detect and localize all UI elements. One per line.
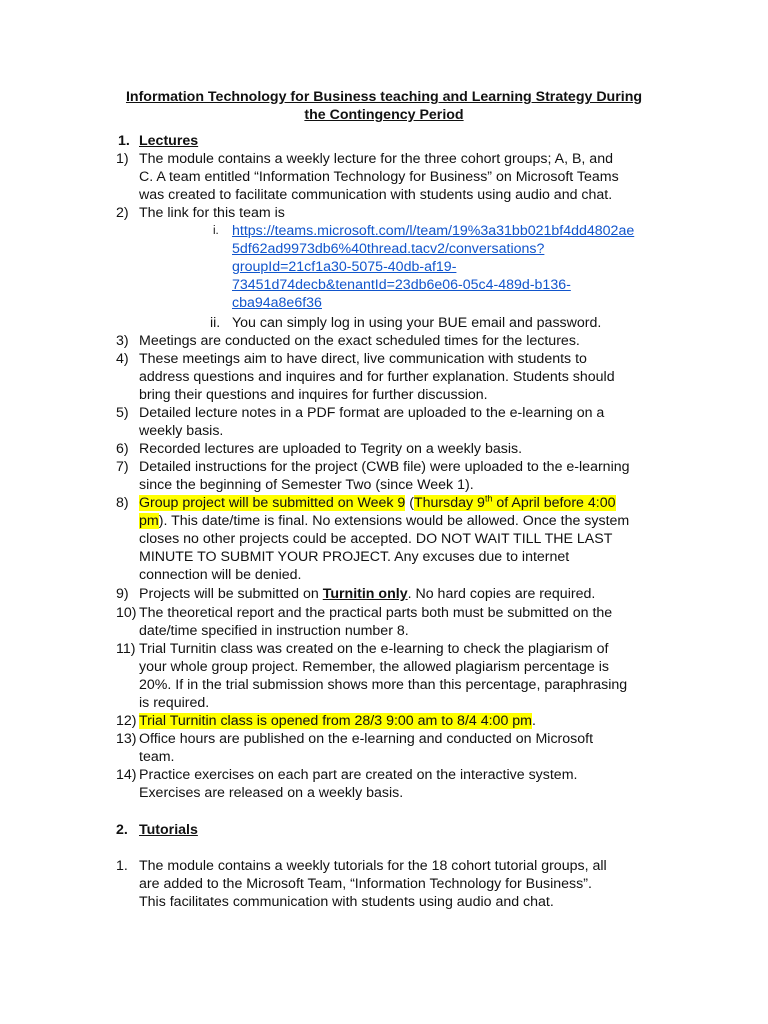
teams-link-line-3[interactable]: groupId=21cf1a30-5075-40db-af19-	[232, 259, 457, 275]
section-number: 2.	[116, 822, 128, 838]
document-title	[80, 88, 688, 124]
teams-link-line-1[interactable]: https://teams.microsoft.com/l/team/19%3a31bb021bf4dd4802ae	[232, 223, 635, 239]
list-text: Recorded lectures are uploaded to Tegrity on a weekly basis.	[139, 441, 523, 457]
list-text: was created to facilitate communication with students using audio and chat.	[139, 187, 613, 203]
title-line-2: the Contingency Period	[304, 107, 464, 123]
list-text: Detailed instructions for the project (CWB file) were uploaded to the e-learning	[139, 459, 630, 475]
highlight-deadline-week: Group project will be submitted on Week 9	[139, 495, 406, 511]
list-text: Meetings are conducted on the exact scheduled times for the lectures.	[139, 333, 580, 349]
list-number: 1)	[116, 151, 129, 167]
list-text: date/time specified in instruction number 8.	[139, 623, 409, 639]
list-text: MINUTE TO SUBMIT YOUR PROJECT. Any excuses due to internet	[139, 549, 570, 565]
list-text: bring their questions and inquires for further discussion.	[139, 387, 488, 403]
title-line-1: Information Technology for Business teaching and Learning Strategy During	[125, 89, 643, 105]
teams-link-line-4[interactable]: 73451d74decb&tenantId=23db6e06-05c4-489d-b136-	[232, 277, 571, 293]
list-text: Detailed lecture notes in a PDF format are uploaded to the e-learning on a	[139, 405, 605, 421]
list-text: You can simply log in using your BUE email and password.	[232, 315, 602, 331]
list-number: 13)	[116, 731, 137, 747]
section-title: Tutorials	[139, 822, 198, 838]
list-number: 6)	[116, 441, 129, 457]
list-text: is required.	[139, 695, 210, 711]
list-text: your whole group project. Remember, the allowed plagiarism percentage is	[139, 659, 610, 675]
list-text: team.	[139, 749, 175, 765]
list-number: 11)	[116, 641, 136, 657]
list-text: C. A team entitled “Information Technology for Business” on Microsoft Teams	[139, 169, 619, 185]
list-number: 9)	[116, 586, 129, 602]
sub-number: ii.	[210, 315, 221, 331]
teams-link-line-5[interactable]: cba94a8e6f36	[232, 295, 322, 311]
list-number: 8)	[116, 495, 129, 511]
list-text: Trial Turnitin class is opened from 28/3 9:00 am to 8/4 4:00 pm.	[139, 713, 536, 729]
sub-number: i.	[213, 225, 219, 237]
list-text: address questions and inquires and for further explanation. Students should	[139, 369, 615, 385]
list-text: The module contains a weekly lecture for the three cohort groups; A, B, and	[139, 151, 613, 167]
list-number: 2)	[116, 205, 129, 221]
list-text: Exercises are released on a weekly basis.	[139, 785, 404, 801]
highlight-deadline-date: Thursday 9th of April before 4:00	[413, 493, 616, 511]
list-text: The module contains a weekly tutorials for the 18 cohort tutorial groups, all	[139, 858, 607, 874]
list-text: This facilitates communication with students using audio and chat.	[139, 894, 554, 910]
list-text: since the beginning of Semester Two (since Week 1).	[139, 477, 474, 493]
list-text: Office hours are published on the e-learning and conducted on Microsoft	[139, 731, 594, 747]
highlight-trial-dates: Trial Turnitin class is opened from 28/3 9:00 am to 8/4 4:00 pm	[139, 713, 532, 729]
list-number: 5)	[116, 405, 129, 421]
list-text: The theoretical report and the practical parts both must be submitted on the	[139, 605, 613, 621]
list-text: Trial Turnitin class was created on the e-learning to check the plagiarism of	[139, 641, 609, 657]
list-text: Projects will be submitted on Turnitin only. No hard copies are required.	[139, 586, 596, 602]
list-text: closes no other projects could be accepted. DO NOT WAIT TILL THE LAST	[139, 531, 613, 547]
teams-link[interactable]	[232, 222, 682, 240]
teams-link-line-2[interactable]: 5df62ad9973db6%40thread.tacv2/conversations?	[232, 241, 545, 257]
list-text: are added to the Microsoft Team, “Information Technology for Business”.	[139, 876, 592, 892]
list-text: Practice exercises on each part are created on the interactive system.	[139, 767, 578, 783]
section-number: 1.	[118, 133, 130, 149]
list-number: 4)	[116, 351, 129, 367]
list-number: 14)	[116, 767, 137, 783]
section-title: Lectures	[139, 133, 199, 149]
list-number: 3)	[116, 333, 129, 349]
list-text: pm). This date/time is final. No extensions would be allowed. Once the system	[139, 513, 630, 529]
highlight-deadline-time: pm	[139, 513, 159, 529]
list-number: 7)	[116, 459, 129, 475]
list-text: Group project will be submitted on Week 9 (Thursday 9th of April before 4:00	[139, 493, 616, 511]
list-text: The link for this team is	[139, 205, 285, 221]
list-number: 10)	[116, 605, 137, 621]
list-text: weekly basis.	[139, 423, 224, 439]
list-text: These meetings aim to have direct, live communication with students to	[139, 351, 587, 367]
list-text: 20%. If in the trial submission shows more than this percentage, paraphrasing	[139, 677, 628, 693]
list-text: connection will be denied.	[139, 567, 302, 583]
list-number: 12)	[116, 713, 137, 729]
turnitin-only-emphasis: Turnitin only	[322, 586, 408, 602]
list-number: 1.	[116, 858, 128, 874]
